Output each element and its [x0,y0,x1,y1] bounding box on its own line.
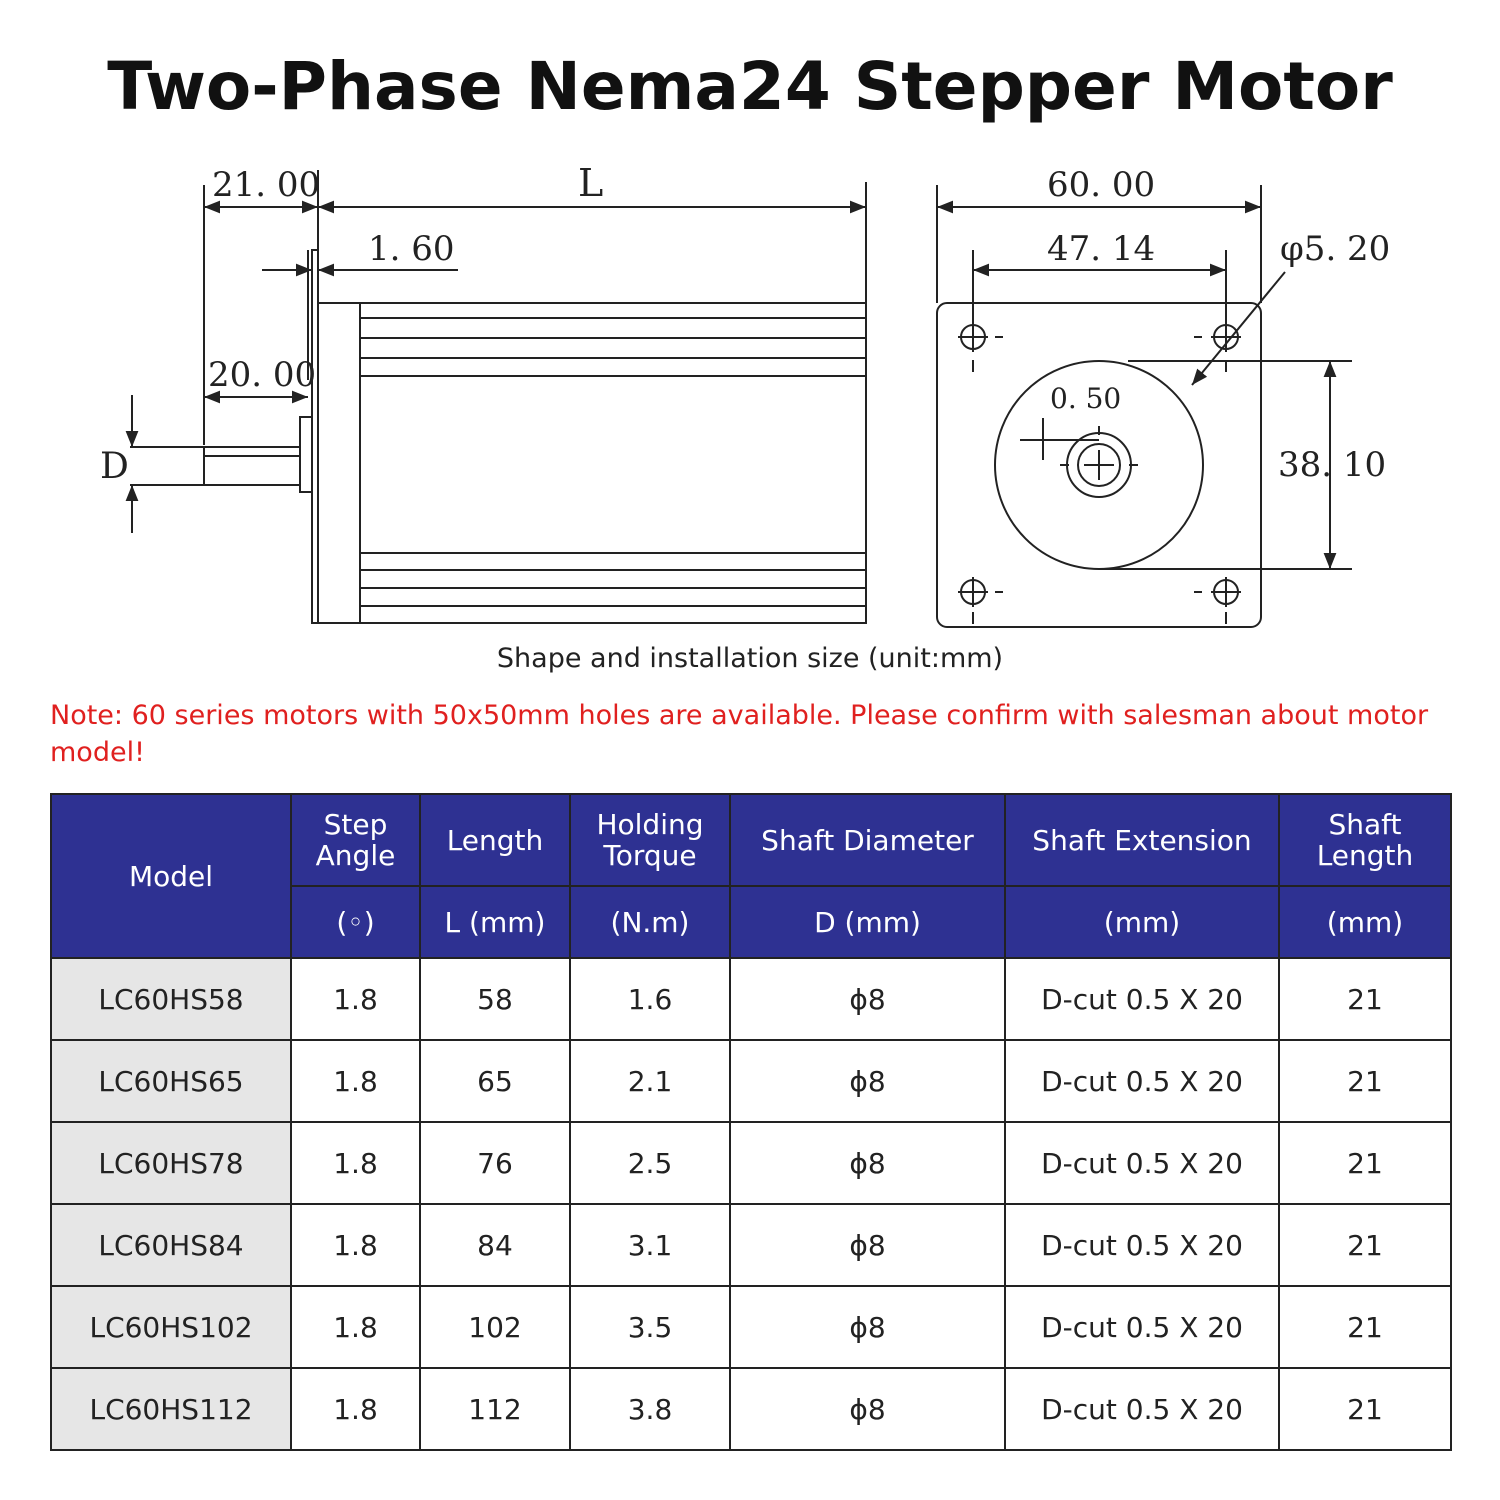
cell-shaft-diameter: ϕ8 [730,1040,1005,1122]
header-holding-torque: Holding Torque [570,794,730,886]
dim-L: L [578,161,604,205]
cell-model: LC60HS58 [51,958,291,1040]
table-row [51,1368,1451,1450]
unit-length: L (mm) [420,886,570,958]
dim-47-14: 47. 14 [1047,229,1156,269]
dim-D: D [100,446,129,487]
cell-shaft-extension: D-cut 0.5 X 20 [1005,1368,1279,1450]
cell-shaft-length: 21 [1279,1040,1451,1122]
dim-60: 60. 00 [1047,165,1156,205]
cell-length: 84 [420,1204,570,1286]
cell-step-angle: 1.8 [291,1122,420,1204]
dim-21: 21. 00 [212,165,321,205]
dim-0-50: 0. 50 [1050,382,1122,415]
header-shaft-diameter: Shaft Diameter [730,794,1005,886]
unit-shaft-diameter: D (mm) [730,886,1005,958]
cell-shaft-diameter: ϕ8 [730,1204,1005,1286]
cell-shaft-extension: D-cut 0.5 X 20 [1005,1122,1279,1204]
cell-step-angle: 1.8 [291,1286,420,1368]
drawing-caption: Shape and installation size (unit:mm) [496,643,1004,674]
cell-length: 65 [420,1040,570,1122]
page-title: Two-Phase Nema24 Stepper Motor [107,48,1393,125]
table-row [51,1040,1451,1122]
cell-holding-torque: 3.1 [570,1204,730,1286]
cell-shaft-extension: D-cut 0.5 X 20 [1005,958,1279,1040]
cell-model: LC60HS65 [51,1040,291,1122]
cell-step-angle: 1.8 [291,1040,420,1122]
unit-holding-torque: (N.m) [570,886,730,958]
cell-shaft-diameter: ϕ8 [730,958,1005,1040]
cell-length: 58 [420,958,570,1040]
spec-table [50,793,1452,1451]
header-step-angle: Step Angle [291,794,420,886]
header-shaft-length: Shaft Length [1279,794,1451,886]
installation-drawing [0,160,1500,640]
cell-holding-torque: 1.6 [570,958,730,1040]
table-row [51,1122,1451,1204]
cell-length: 76 [420,1122,570,1204]
cell-step-angle: 1.8 [291,958,420,1040]
cell-shaft-diameter: ϕ8 [730,1368,1005,1450]
cell-shaft-extension: D-cut 0.5 X 20 [1005,1040,1279,1122]
cell-model: LC60HS84 [51,1204,291,1286]
cell-length: 112 [420,1368,570,1450]
cell-shaft-extension: D-cut 0.5 X 20 [1005,1204,1279,1286]
cell-holding-torque: 2.5 [570,1122,730,1204]
cell-shaft-diameter: ϕ8 [730,1122,1005,1204]
cell-shaft-length: 21 [1279,1204,1451,1286]
header-length: Length [420,794,570,886]
dim-1-60: 1. 60 [368,229,455,269]
cell-shaft-length: 21 [1279,1122,1451,1204]
header-shaft-extension: Shaft Extension [1005,794,1279,886]
cell-model: LC60HS102 [51,1286,291,1368]
cell-step-angle: 1.8 [291,1204,420,1286]
cell-length: 102 [420,1286,570,1368]
cell-holding-torque: 3.8 [570,1368,730,1450]
cell-model: LC60HS112 [51,1368,291,1450]
dim-20: 20. 00 [208,355,317,395]
dim-38-10: 38. 10 [1278,445,1387,485]
header-model: Model [51,794,291,958]
motor-body-side [360,303,866,623]
cell-shaft-extension: D-cut 0.5 X 20 [1005,1286,1279,1368]
dim-hole-diameter: φ5. 20 [1280,229,1391,269]
cell-shaft-length: 21 [1279,1368,1451,1450]
cell-shaft-length: 21 [1279,958,1451,1040]
note-text: Note: 60 series motors with 50x50mm holes are available. Please confirm with salesman about motor model! [50,700,1429,768]
cell-holding-torque: 2.1 [570,1040,730,1122]
cell-shaft-length: 21 [1279,1286,1451,1368]
unit-step-angle: (◦) [291,886,420,958]
cell-model: LC60HS78 [51,1122,291,1204]
unit-shaft-length: (mm) [1279,886,1451,958]
cell-holding-torque: 3.5 [570,1286,730,1368]
table-row [51,1286,1451,1368]
shaft [204,447,300,485]
cell-step-angle: 1.8 [291,1368,420,1450]
table-row [51,958,1451,1040]
table-row [51,1204,1451,1286]
unit-shaft-extension: (mm) [1005,886,1279,958]
cell-shaft-diameter: ϕ8 [730,1286,1005,1368]
